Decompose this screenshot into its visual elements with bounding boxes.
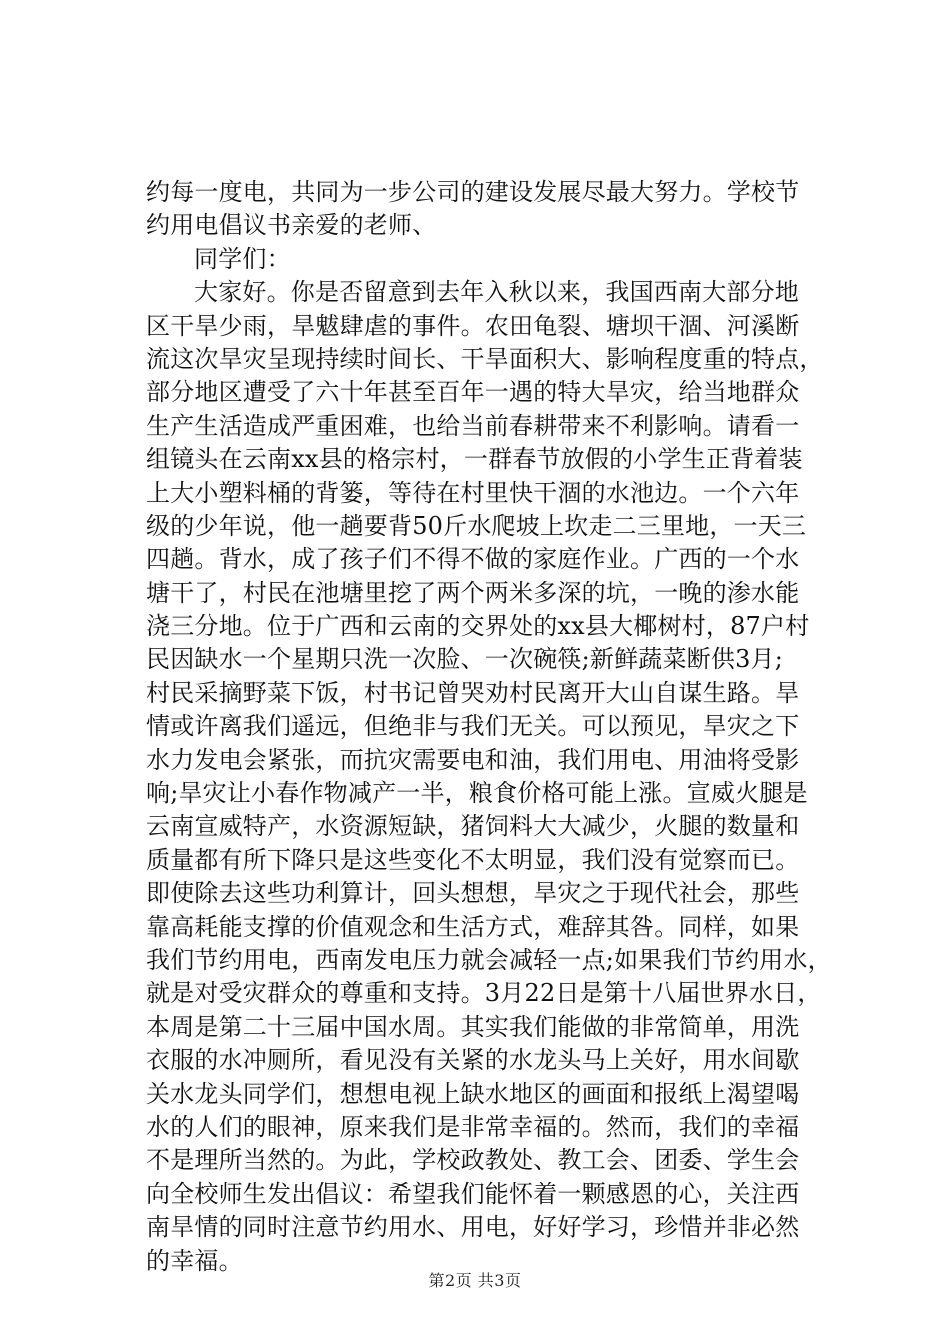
- text-line: 同学们：: [194, 244, 291, 273]
- text-line: 的幸福。: [146, 1246, 243, 1275]
- text-line: 组镜头在云南xx县的格宗村，一群春节放假的小学生正背着装: [146, 445, 803, 474]
- text-line: 浇三分地。位于广西和云南的交界处的xx县大椰树村，87户村: [146, 612, 810, 641]
- text-line: 我们节约用电，西南发电压力就会减轻一点;如果我们节约用水，: [146, 945, 832, 974]
- text-line: 约每一度电，共同为一步公司的建设发展尽最大努力。学校节: [146, 178, 800, 206]
- text-line: 大家好。你是否留意到去年入秋以来，我国西南大部分地: [194, 278, 799, 307]
- text-line: 部分地区遭受了六十年甚至百年一遇的特大旱灾，给当地群众: [146, 378, 800, 407]
- text-line: 村民采摘野菜下饭，村书记曾哭劝村民离开大山自谋生路。旱: [146, 678, 800, 707]
- text-line: 关水龙头同学们，想想电视上缺水地区的画面和报纸上渴望喝: [146, 1079, 800, 1108]
- text-line: 民因缺水一个星期只洗一次脸、一次碗筷;新鲜蔬菜断供3月;: [146, 645, 784, 674]
- body-text: [146, 176, 832, 1278]
- page-number-footer: 第2页 共3页: [428, 1271, 522, 1290]
- text-line: 塘干了，村民在池塘里挖了两个两米多深的坑，一晚的渗水能: [146, 578, 800, 607]
- text-line: 即使除去这些功利算计，回头想想，旱灾之于现代社会，那些: [146, 879, 800, 908]
- text-line: 约用电倡议书亲爱的老师、: [146, 211, 437, 240]
- text-line: 南旱情的同时注意节约用水、用电，好好学习，珍惜并非必然: [146, 1213, 800, 1242]
- text-line: 质量都有所下降只是这些变化不太明显，我们没有觉察而已。: [146, 845, 800, 874]
- text-line: 就是对受灾群众的尊重和支持。3月22日是第十八届世界水日，: [146, 979, 822, 1008]
- text-line: 区干旱少雨，旱魃肆虐的事件。农田龟裂、塘坝干涸、河溪断: [146, 311, 800, 340]
- text-line: 响;旱灾让小春作物减产一半，粮食价格可能上涨。宣威火腿是: [146, 779, 808, 808]
- text-line: 衣服的水冲厕所，看见没有关紧的水龙头马上关好，用水间歇: [146, 1046, 800, 1075]
- text-line: 靠高耗能支撑的价值观念和生活方式，难辞其咎。同样，如果: [146, 912, 800, 941]
- text-line: 生产生活造成严重困难，也给当前春耕带来不利影响。请看一: [146, 411, 800, 440]
- text-line: 云南宣威特产，水资源短缺，猪饲料大大减少，火腿的数量和: [146, 812, 800, 841]
- text-line: 级的少年说，他一趟要背50斤水爬坡上坎走二三里地，一天三: [146, 511, 807, 540]
- text-line: 四趟。背水，成了孩子们不得不做的家庭作业。广西的一个水: [146, 545, 800, 574]
- text-line: 向全校师生发出倡议：希望我们能怀着一颗感恩的心，关注西: [146, 1179, 800, 1208]
- text-line: 水力发电会紧张，而抗灾需要电和油，我们用电、用油将受影: [146, 745, 800, 774]
- text-line: 流这次旱灾呈现持续时间长、干旱面积大、影响程度重的特点，: [146, 344, 824, 373]
- text-line: 不是理所当然的。为此，学校政教处、教工会、团委、学生会: [146, 1146, 800, 1175]
- text-line: 本周是第二十三届中国水周。其实我们能做的非常简单，用洗: [146, 1012, 800, 1041]
- text-line: 上大小塑料桶的背篓，等待在村里快干涸的水池边。一个六年: [146, 478, 800, 507]
- text-line: 情或许离我们遥远，但绝非与我们无关。可以预见，旱灾之下: [146, 712, 800, 741]
- text-line: 水的人们的眼神，原来我们是非常幸福的。然而，我们的幸福: [146, 1112, 800, 1141]
